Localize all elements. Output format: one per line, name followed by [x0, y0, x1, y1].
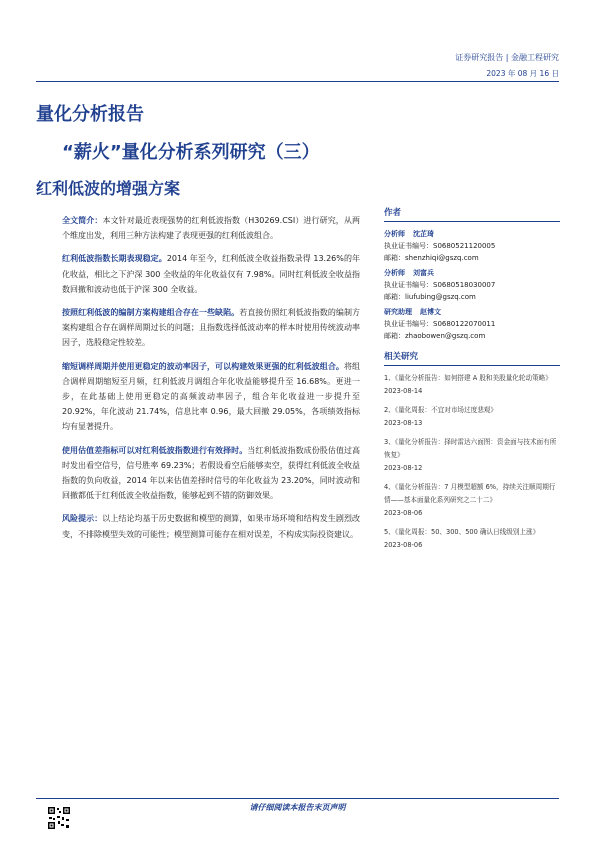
related-report-title: 1、《量化分析报告：如何搭建 A 股和美股量化轮动策略》	[384, 374, 552, 382]
paragraph-lead: 红利低波指数长期表现稳定。	[62, 254, 167, 264]
related-report-date: 2023-08-12	[384, 464, 423, 472]
email-label: 邮箱：	[384, 293, 405, 301]
email-label: 邮箱：	[384, 332, 405, 340]
related-research-heading: 相关研究	[384, 350, 560, 366]
author-block	[384, 267, 560, 303]
author-block	[384, 306, 560, 342]
cert-number: S0680521120005	[433, 242, 496, 250]
report-body	[62, 213, 360, 550]
cert-label: 执业证书编号：	[384, 242, 433, 250]
paragraph-text: 当红利低波指数成份股估值过高时发出看空信号，信号胜率 69.23%；若假设看空后能够卖空，获得红利低波全收益指数的负向收益，2014 年以来估值差择时信号的年化收益为 23.20%，同时波动和回撤都低于红利低波全收益指数，能够起到不错的防御效果。	[62, 445, 361, 501]
author-role: 分析师	[384, 269, 405, 277]
body-paragraph	[62, 443, 360, 504]
report-category: 证券研究报告 | 金融工程研究	[455, 53, 559, 62]
cert-number: S0680518030007	[433, 281, 496, 289]
author-role: 分析师	[384, 230, 405, 238]
paragraph-text: 若直接仿照红利低波指数的编制方案构建组合存在调样周期过长的问题；且指数选择低波动率的样本时使用传统波动率因子，选股稳定性较差。	[62, 308, 361, 348]
body-paragraph	[62, 213, 360, 243]
authors-heading: 作者	[384, 206, 560, 222]
cert-label: 执业证书编号：	[384, 320, 433, 328]
author-role: 研究助理	[384, 308, 412, 316]
cert-label: 执业证书编号：	[384, 281, 433, 289]
related-report-date: 2023-08-14	[384, 387, 423, 395]
related-report-title: 5、《量化周报：50、300、500 确认日线级别上涨》	[384, 528, 540, 536]
author-name: 赵博文	[420, 308, 441, 316]
related-report-date: 2023-08-06	[384, 509, 423, 517]
related-report-title: 4、《量化分析报告：7 月模型超额 6%，持续关注顺周期行情——基本面量化系列研究之二十二》	[384, 483, 556, 504]
footer-divider	[36, 798, 559, 799]
footer-disclaimer: 请仔细阅读本报告末页声明	[249, 803, 346, 812]
header-divider	[36, 81, 559, 82]
author-name: 沈芷琦	[413, 230, 434, 238]
body-paragraph	[62, 511, 360, 541]
related-report-date: 2023-08-06	[384, 541, 423, 549]
related-report-title: 3、《量化分析报告：择时雷达六面图：资金面与技术面有所恢复》	[384, 438, 557, 459]
paragraph-lead: 全文简介：	[62, 216, 103, 225]
related-report-item[interactable]	[384, 526, 560, 552]
related-report-item[interactable]	[384, 481, 560, 520]
report-type-title: 量化分析报告	[36, 104, 144, 125]
report-date: 2023 年 08 月 16 日	[486, 69, 559, 78]
paragraph-text: 2014 年至今，红利低波全收益指数录得 13.26%的年化收益，相比之下沪深 300 全收益的年化收益仅有 7.98%。同时红利低波全收益指数回撤和波动也低于沪深 300 全收益。	[62, 254, 361, 294]
body-paragraph	[62, 305, 360, 351]
body-paragraph	[62, 251, 360, 297]
related-report-item[interactable]	[384, 404, 560, 430]
related-report-item[interactable]	[384, 436, 560, 475]
author-email[interactable]: zhaobowen@gszq.com	[405, 332, 486, 340]
author-name: 刘富兵	[413, 269, 434, 277]
author-email[interactable]: shenzhiqi@gszq.com	[405, 254, 479, 262]
paragraph-text: 以上结论均基于历史数据和模型的测算，如果市场环境和结构发生剧烈改变，不排除模型失效的可能性；模型测算可能存在相对误差，不构成实际投资建议。	[62, 514, 361, 539]
body-paragraph	[62, 359, 360, 435]
author-block	[384, 228, 560, 264]
qr-code-icon	[47, 806, 71, 830]
email-label: 邮箱：	[384, 254, 405, 262]
related-report-title: 2、《量化周报：不宜对市场过度悲观》	[384, 406, 497, 414]
paragraph-lead: 缩短调样周期并使用更稳定的波动率因子，可以构建效果更强的红利低波组合。	[62, 361, 344, 371]
paragraph-text: 将组合调样周期缩短至月频，红利低波月调组合年化收益能够提升至 16.68%。更进一步，在此基础上使用更稳定的高频波动率因子，组合年化收益进一步提升至 20.92%，年化波动 21.74%，信息比率 0.96，最大回撤 29.05%，各项绩效指标均有显著提升。	[62, 361, 361, 432]
related-report-item[interactable]	[384, 372, 560, 398]
sidebar	[384, 206, 560, 558]
paragraph-lead: 按照红利低波的编制方案构建组合存在一些缺陷。	[62, 308, 240, 318]
paragraph-text: 本文针对最近表现强势的红利低波指数（H30269.CSI）进行研究，从两个维度出发，利用三种方法构建了表现更强的红利低波组合。	[62, 216, 361, 241]
paragraph-lead: 使用估值差指标可以对红利低波指数进行有效择时。	[62, 445, 248, 455]
report-subtitle: 红利低波的增强方案	[36, 179, 181, 198]
series-title: “薪火”量化分析系列研究（三）	[62, 142, 320, 163]
paragraph-lead: 风险提示：	[62, 514, 103, 524]
related-report-date: 2023-08-13	[384, 419, 423, 427]
author-email[interactable]: liufubing@gszq.com	[405, 293, 476, 301]
cert-number: S0680122070011	[433, 320, 496, 328]
